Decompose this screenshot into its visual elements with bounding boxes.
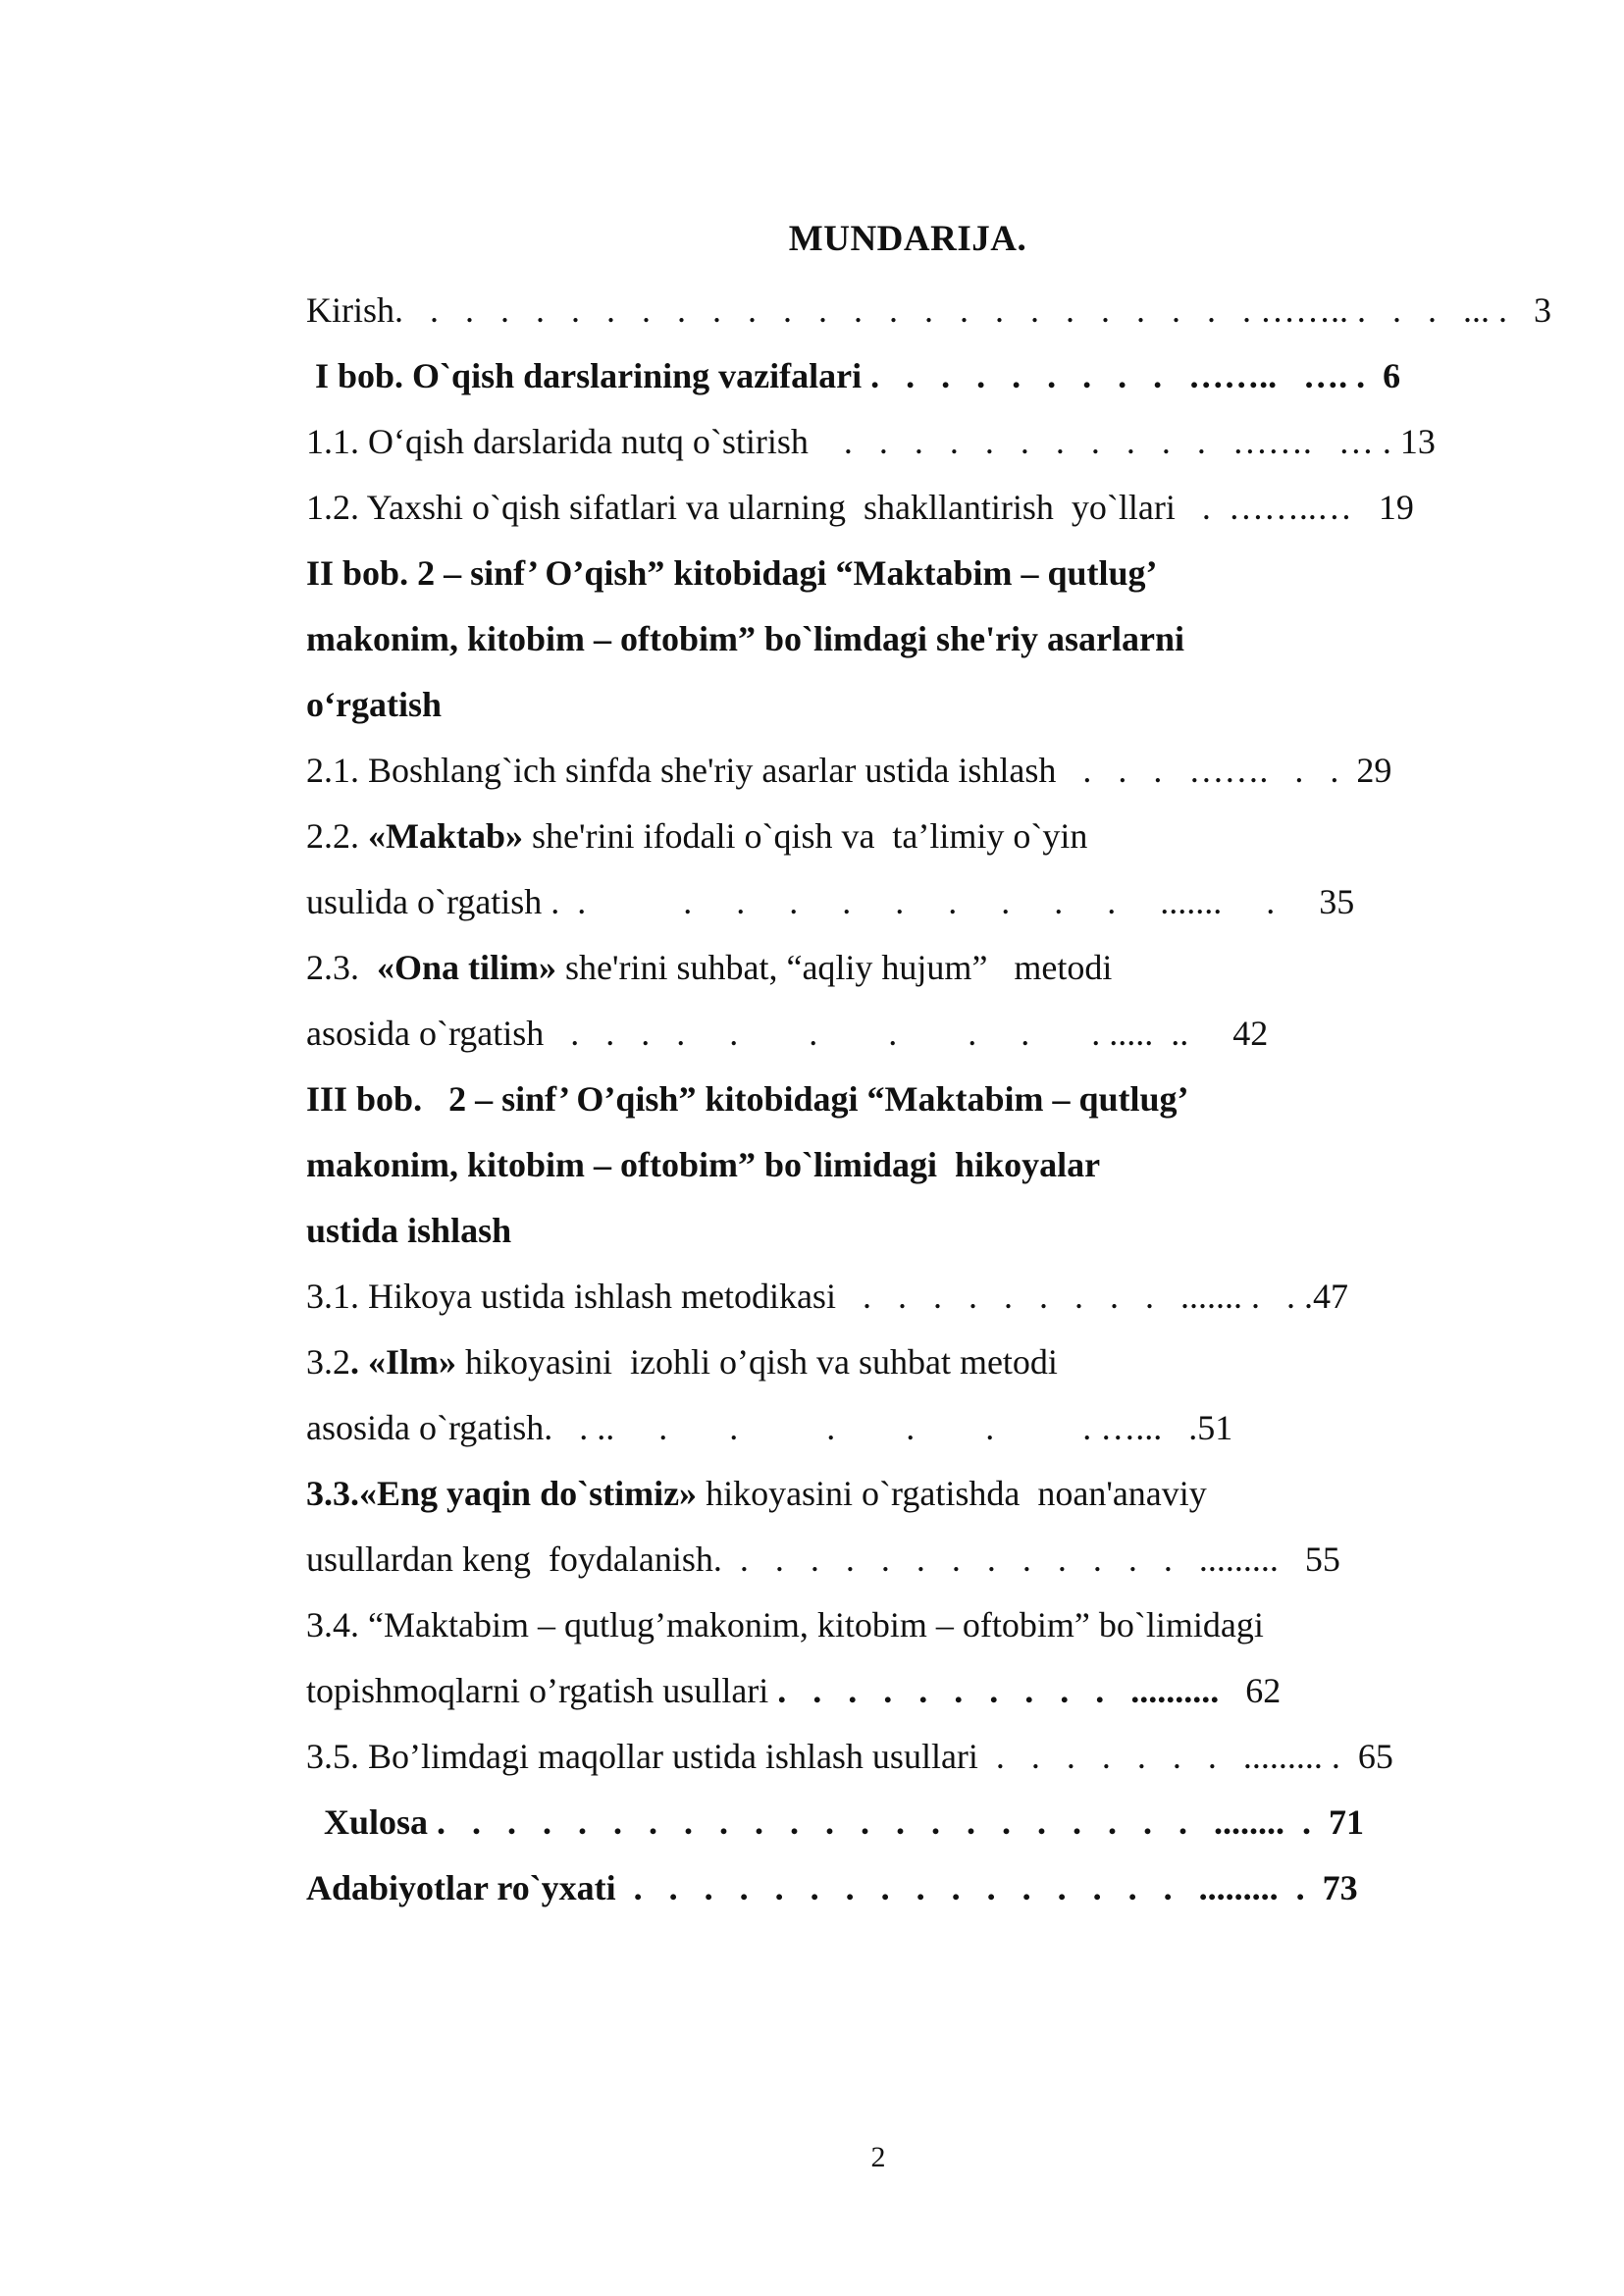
toc-entry-text: «Ona tilim» (377, 948, 557, 987)
toc-entry (306, 288, 1551, 332)
toc-entry (306, 1077, 1189, 1121)
toc-entry (306, 1472, 1207, 1515)
toc-entry-text: 2.2. (306, 816, 368, 856)
toc-entry (306, 354, 1400, 397)
toc-entry-text: hikoyasini izohli o’qish va suhbat metodi (456, 1342, 1058, 1382)
toc-entry (306, 749, 1391, 792)
toc-entry-text: she'rini suhbat, “aqliy hujum” metodi (556, 948, 1113, 987)
toc-entry-text: 3.4. “Maktabim – qutlug’makonim, kitobim – oftobim” bo`limidagi (306, 1605, 1264, 1644)
toc-entry (306, 1603, 1264, 1646)
toc-entry-text: usulida o`rgatish . . . . . . . . . . . ....... . 35 (306, 882, 1355, 921)
toc-entry (306, 1866, 1358, 1909)
toc-entry-text: makonim, kitobim – oftobim” bo`limidagi hikoyalar (306, 1145, 1101, 1184)
toc-entry-text: «Maktab» (368, 816, 524, 856)
toc-entry-text: hikoyasini o`rgatishda noan'anaviy (697, 1474, 1207, 1513)
toc-entry-text: 3.1. Hikoya ustida ishlash metodikasi . . . . . . . . . ....... . . .47 (306, 1277, 1348, 1316)
toc-entry-text: . . . . . . . . . . .......... (777, 1671, 1220, 1710)
toc-entry-text: usullardan keng foydalanish. . . . . . . . . . . . . . ......... 55 (306, 1539, 1340, 1579)
toc-entry-text: Xulosa . . . . . . . . . . . . . . . . . . . . . . ........ (306, 1802, 1285, 1842)
toc-entry-text: o‘rgatish (306, 685, 442, 724)
toc-entry (306, 1800, 1364, 1844)
toc-entry-text: makonim, kitobim – oftobim” bo`limdagi she'riy asarlarni (306, 619, 1185, 658)
toc-entry-text: topishmoqlarni o’rgatish usullari (306, 1671, 778, 1710)
toc-entry-text: I bob. O`qish darslarining vazifalari . . . . . . . . . …….. …. . 6 (306, 356, 1401, 395)
toc-entry-text: 2.3. (306, 948, 377, 987)
toc-entry (306, 1735, 1393, 1778)
toc-entry-text: 62 (1219, 1671, 1282, 1710)
toc-entry-text: 1.2. Yaxshi o`qish sifatlari va ularning shakllantirish yo`llari . ……..… 19 (306, 488, 1414, 527)
toc-entry-text: . «Ilm» (350, 1342, 456, 1382)
toc-entry-text: she'rini ifodali o`qish va ta’limiy o`yin (523, 816, 1088, 856)
toc-entry-text: Kirish. . . . . . . . . . . . . . . . . . . . . . . . . …….. . . . ... . 3 (306, 290, 1551, 330)
toc-entry-text: 3.5. Bo’limdagi maqollar ustida ishlash usullari . . . . . . . ......... . 65 (306, 1737, 1393, 1776)
toc-entry-text: 3.2 (306, 1342, 350, 1382)
toc-entry (306, 880, 1354, 923)
toc-entry (306, 814, 1087, 858)
toc-entry (306, 1538, 1340, 1581)
toc-entry (306, 551, 1158, 595)
toc-entry (306, 1406, 1232, 1449)
page-number: 2 (870, 2141, 886, 2173)
toc-entry (306, 1209, 511, 1252)
toc-entry (306, 1012, 1268, 1055)
toc-title: MUNDARIJA. (788, 219, 1027, 259)
toc-entry (306, 1669, 1281, 1712)
toc-entry-text: Adabiyotlar ro`yxati . . . . . . . . . . . . . . . . ......... (306, 1868, 1279, 1907)
toc-entry (306, 946, 1112, 989)
toc-entry-text: III bob. 2 – sinf’ O’qish” kitobidagi “Maktabim – qutlug’ (306, 1079, 1189, 1119)
toc-entry-text: asosida o`rgatish. . .. . . . . . . …... .51 (306, 1408, 1233, 1447)
toc-entry (306, 1340, 1058, 1383)
toc-entry (306, 683, 442, 726)
toc-entry (306, 1143, 1100, 1186)
toc-entry (306, 486, 1414, 529)
toc-entry-text: . 71 (1284, 1802, 1365, 1842)
toc-entry-text: asosida o`rgatish . . . . . . . . . . ..... .. 42 (306, 1014, 1269, 1053)
toc-entry-text: 2.1. Boshlang`ich sinfda she'riy asarlar ustida ishlash . . . ……. . . 29 (306, 751, 1392, 790)
toc-entry (306, 1275, 1348, 1318)
toc-entry (306, 420, 1436, 463)
toc-entry (306, 617, 1184, 660)
toc-entry-text: 1.1. O‘qish darslarida nutq o`stirish . . . . . . . . . . . ……. … . 13 (306, 422, 1436, 461)
toc-entry-text: . 73 (1278, 1868, 1358, 1907)
toc-entry-text: 3.3.«Eng yaqin do`stimiz» (306, 1474, 698, 1513)
toc-entry-text: ustida ishlash (306, 1211, 512, 1250)
toc-entry-text: II bob. 2 – sinf’ O’qish” kitobidagi “Maktabim – qutlug’ (306, 553, 1158, 593)
